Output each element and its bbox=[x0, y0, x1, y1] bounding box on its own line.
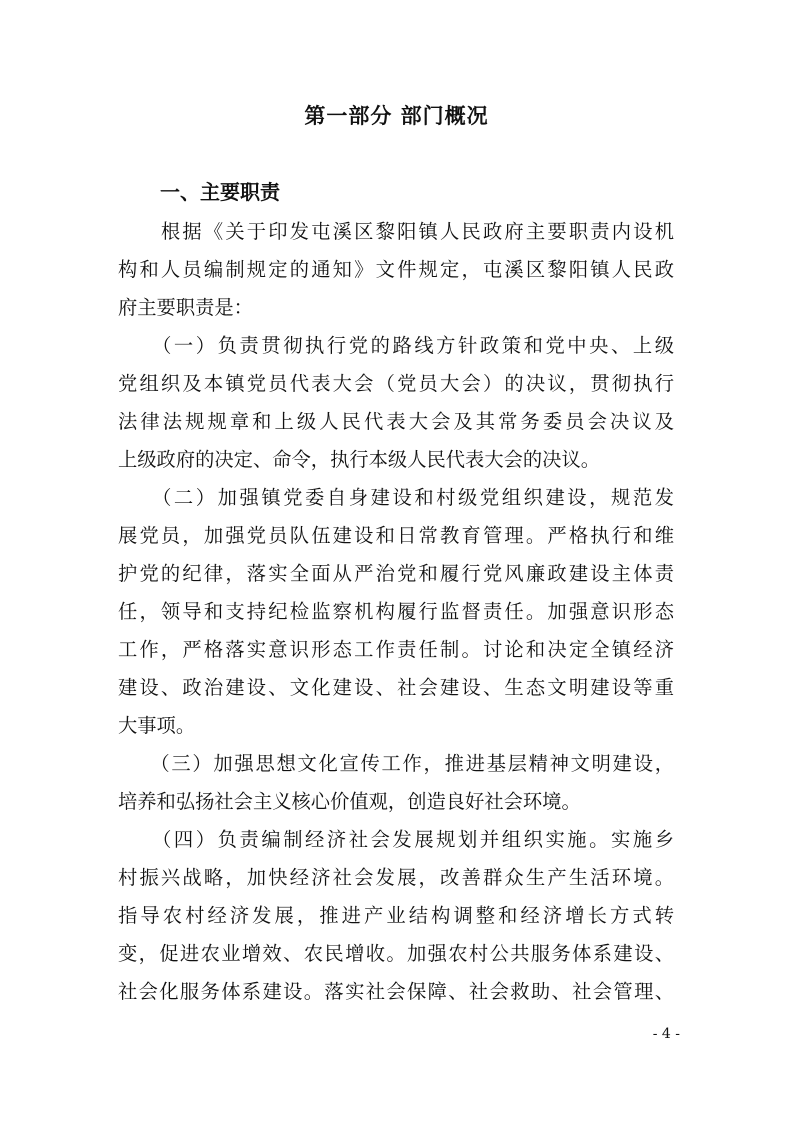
body-line: 构和人员编制规定的通知》文件规定，屯溪区黎阳镇人民政 bbox=[118, 258, 674, 281]
body-line: 建设、政治建设、文化建设、社会建设、生态文明建设等重 bbox=[118, 676, 674, 699]
page-number: - 4 - bbox=[652, 1026, 680, 1042]
body-line: 大事项。 bbox=[118, 714, 196, 737]
body-line: （四）负责编制经济社会发展规划并组织实施。实施乡 bbox=[118, 828, 674, 851]
body-line: （一）负责贯彻执行党的路线方针政策和党中央、上级 bbox=[118, 334, 674, 357]
body-line: 社会化服务体系建设。落实社会保障、社会救助、社会管理、 bbox=[118, 980, 674, 1003]
section-heading: 一、主要职责 bbox=[160, 180, 280, 204]
body-line: 任，领导和支持纪检监察机构履行监督责任。加强意识形态 bbox=[118, 600, 674, 623]
page-title: 第一部分 部门概况 bbox=[304, 104, 489, 128]
body-line: 府主要职责是： bbox=[118, 296, 253, 319]
body-line: 指导农村经济发展，推进产业结构调整和经济增长方式转 bbox=[118, 904, 674, 927]
body-line: 上级政府的决定、命令，执行本级人民代表大会的决议。 bbox=[118, 448, 601, 471]
body-line: 培养和弘扬社会主义核心价值观，创造良好社会环境。 bbox=[118, 790, 581, 813]
body-line: （三）加强思想文化宣传工作，推进基层精神文明建设， bbox=[118, 752, 674, 775]
body-line: 村振兴战略，加快经济社会发展，改善群众生产生活环境。 bbox=[118, 866, 674, 889]
body-line: 根据《关于印发屯溪区黎阳镇人民政府主要职责内设机 bbox=[118, 220, 674, 243]
body-line: （二）加强镇党委自身建设和村级党组织建设，规范发 bbox=[118, 486, 674, 509]
body-line: 变，促进农业增效、农民增收。加强农村公共服务体系建设、 bbox=[118, 942, 674, 965]
body-line: 法律法规规章和上级人民代表大会及其常务委员会决议及 bbox=[118, 410, 674, 433]
body-line: 党组织及本镇党员代表大会（党员大会）的决议，贯彻执行 bbox=[118, 372, 674, 395]
body-line: 工作，严格落实意识形态工作责任制。讨论和决定全镇经济 bbox=[118, 638, 674, 661]
body-line: 展党员，加强党员队伍建设和日常教育管理。严格执行和维 bbox=[118, 524, 674, 547]
body-line: 护党的纪律，落实全面从严治党和履行党风廉政建设主体责 bbox=[118, 562, 674, 585]
